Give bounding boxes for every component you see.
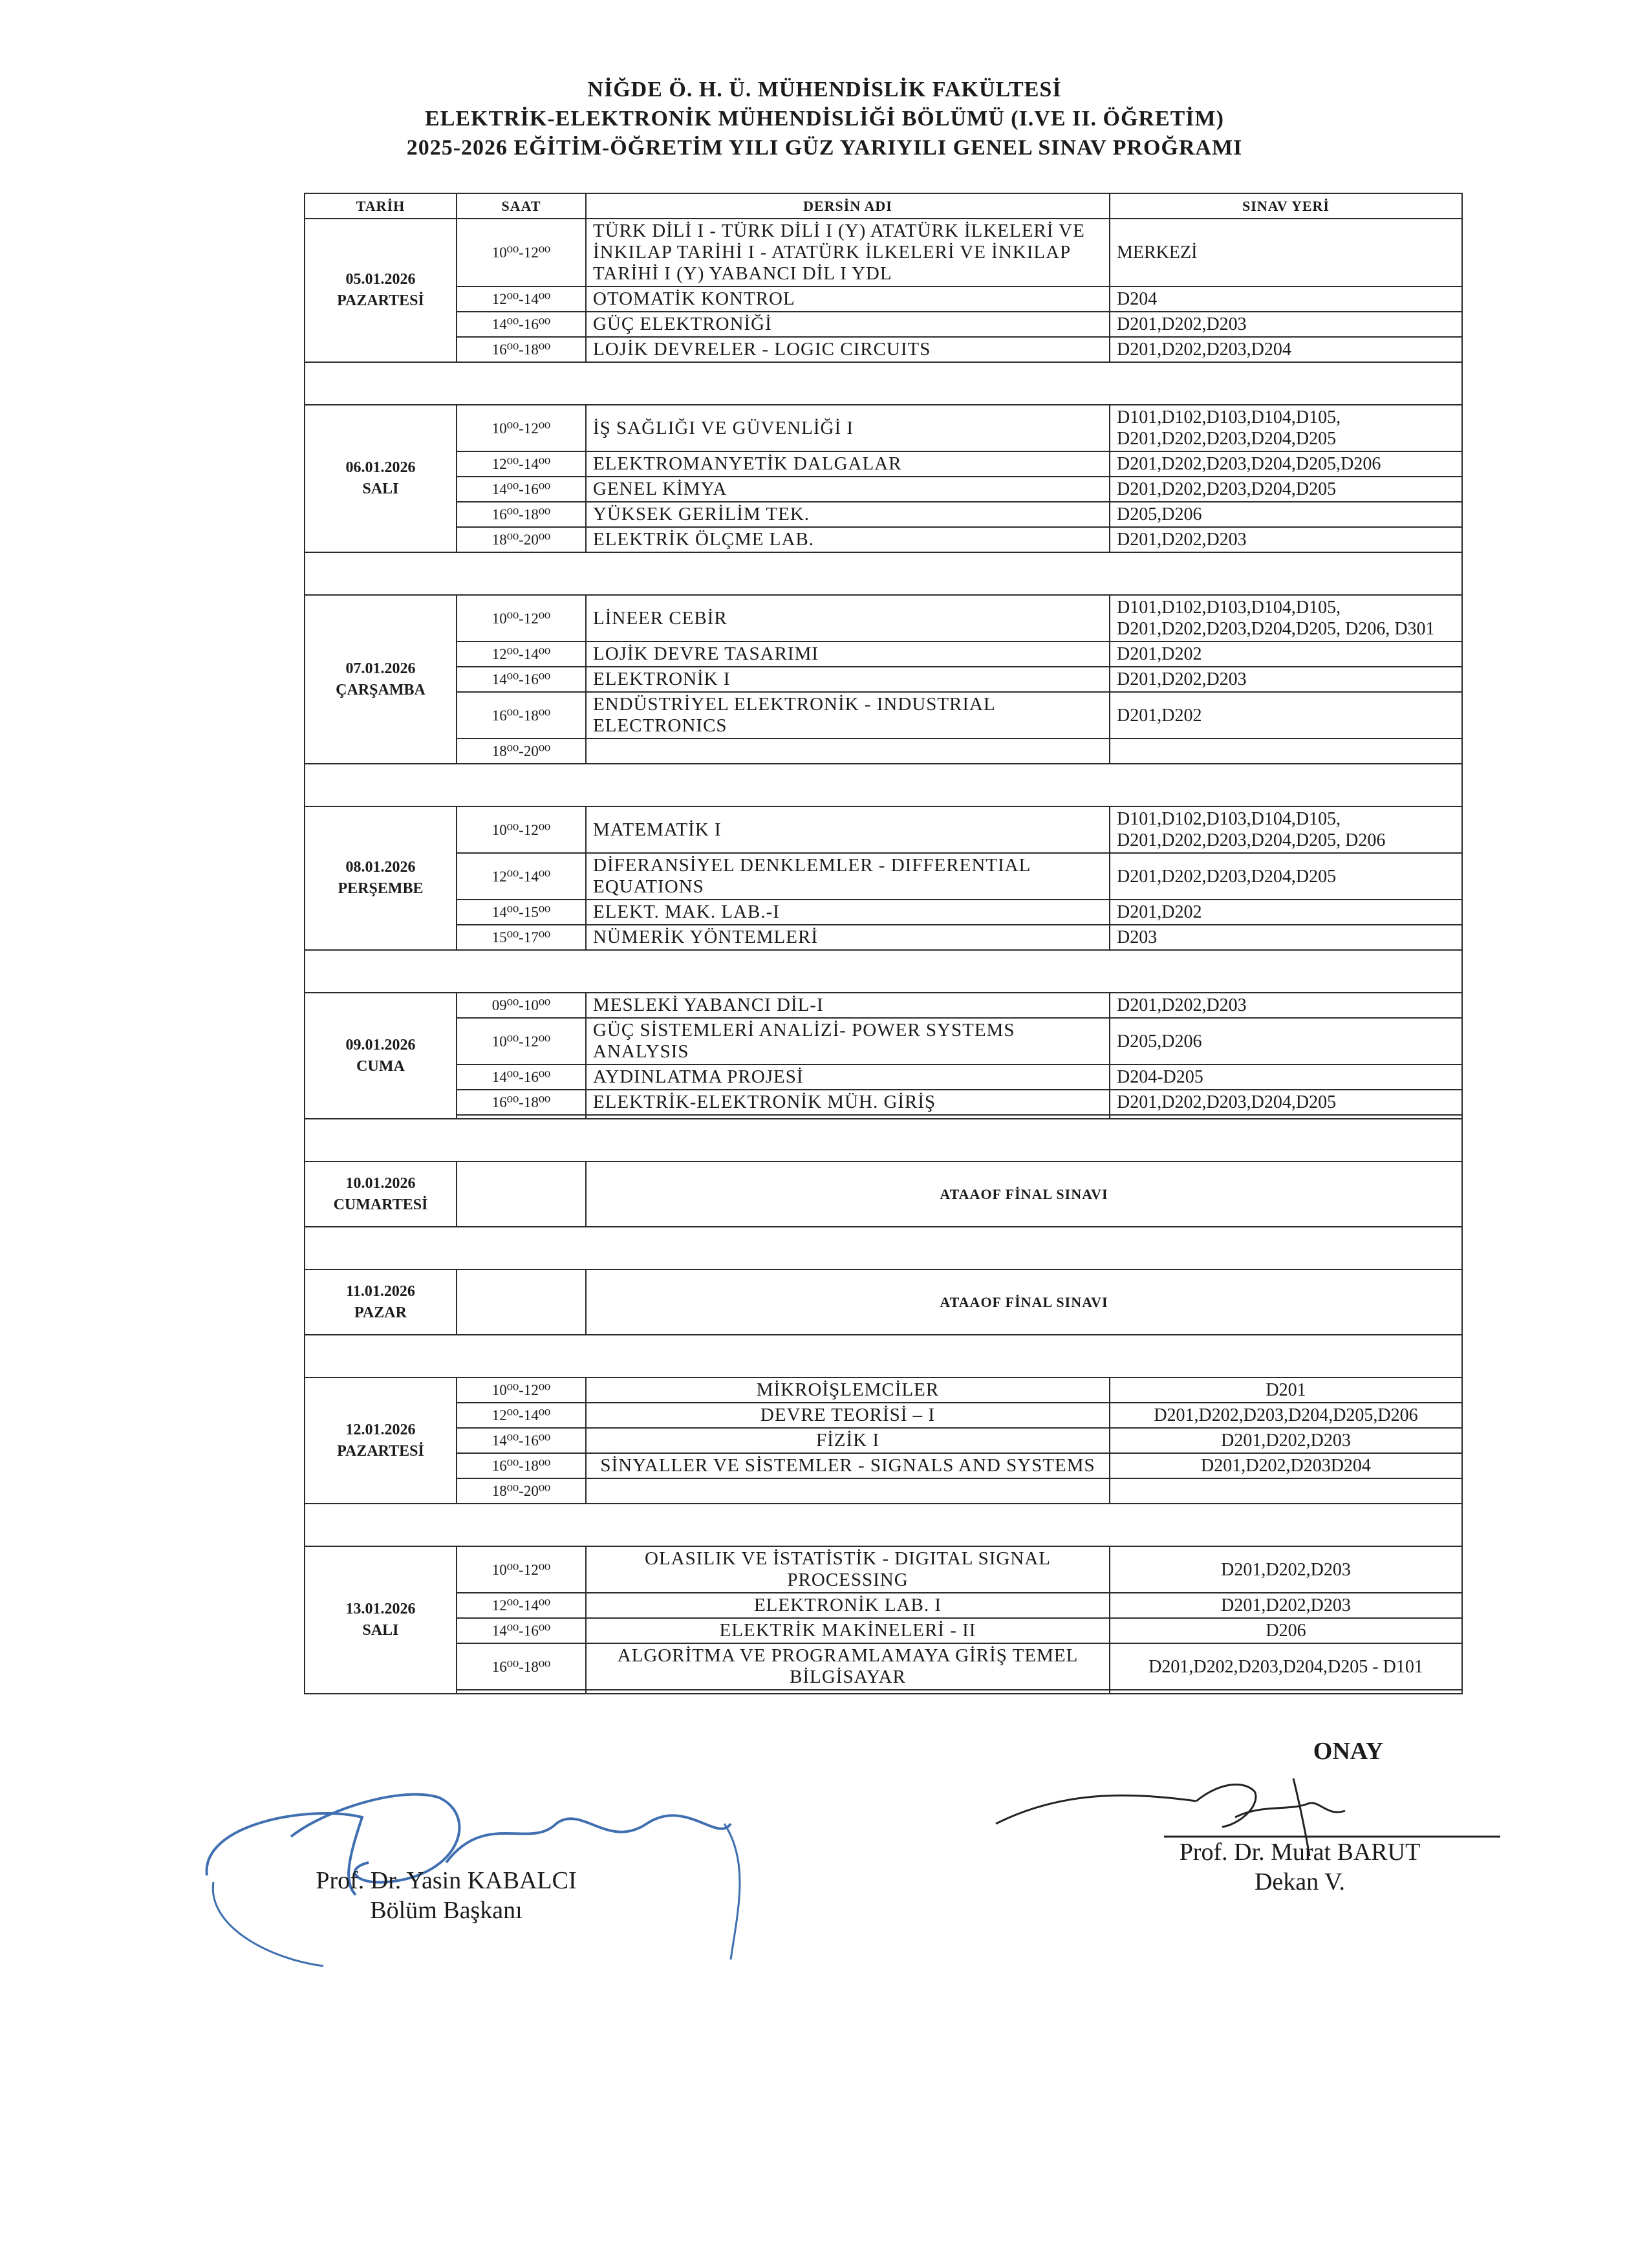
table-row	[305, 667, 1462, 692]
time-cell: 10⁰⁰-12⁰⁰	[457, 806, 586, 853]
table-row	[305, 1269, 1462, 1335]
signature-left-title: Bölüm Başkanı	[370, 1897, 523, 1924]
empty-time-cell	[457, 1269, 586, 1335]
date-cell	[305, 993, 457, 1119]
time-cell: 14⁰⁰-15⁰⁰	[457, 900, 586, 925]
exam-day: CUMARTESİ	[333, 1196, 428, 1213]
separator-cell	[305, 764, 1462, 806]
separator-cell	[305, 1504, 1462, 1546]
time-cell: 14⁰⁰-16⁰⁰	[457, 1064, 586, 1090]
day-separator	[305, 764, 1462, 806]
table-row	[305, 739, 1462, 764]
course-cell: ELEKTRONİK LAB. I	[586, 1593, 1110, 1618]
signature-right-title: Dekan V.	[1254, 1868, 1346, 1895]
signature-left	[285, 1866, 608, 1925]
course-cell	[586, 739, 1110, 764]
doc-title-line3: 2025-2026 EĞİTİM-ÖĞRETİM YILI GÜZ YARIYILI GENEL SINAV PROĞRAMI	[406, 136, 1243, 160]
day-separator	[305, 1504, 1462, 1546]
exam-day: PAZAR	[354, 1304, 407, 1321]
place-cell: D201,D202,D203	[1110, 1428, 1462, 1453]
course-cell: YÜKSEK GERİLİM TEK.	[586, 502, 1110, 527]
day-separator	[305, 552, 1462, 595]
table-row	[305, 1478, 1462, 1504]
day-separator	[305, 1119, 1462, 1161]
table-row	[305, 1690, 1462, 1694]
table-row	[305, 451, 1462, 477]
date-cell	[305, 1161, 457, 1227]
course-cell: İŞ SAĞLIĞI VE GÜVENLİĞİ I	[586, 405, 1110, 451]
place-cell: D201,D202,D203,D204	[1110, 337, 1462, 362]
table-row	[305, 692, 1462, 739]
separator-cell	[305, 552, 1462, 595]
course-cell: ENDÜSTRİYEL ELEKTRONİK - INDUSTRIAL ELECTRONICS	[586, 692, 1110, 739]
final-exam-cell: ATAAOF FİNAL SINAVI	[586, 1161, 1462, 1227]
date-cell	[305, 219, 457, 362]
course-cell: ALGORİTMA VE PROGRAMLAMAYA GİRİŞ TEMEL BİLGİSAYAR	[586, 1643, 1110, 1690]
time-cell: 10⁰⁰-12⁰⁰	[457, 1377, 586, 1403]
separator-cell	[305, 1335, 1462, 1377]
separator-cell	[305, 1227, 1462, 1269]
place-cell: D201,D202,D203,D204,D205 - D101	[1110, 1643, 1462, 1690]
exam-date: 13.01.2026	[345, 1601, 416, 1617]
exam-date: 10.01.2026	[345, 1174, 416, 1192]
signature-left-drawing	[194, 1746, 776, 1979]
exam-day: CUMA	[356, 1057, 405, 1075]
time-cell: 10⁰⁰-12⁰⁰	[457, 595, 586, 642]
course-cell: MİKROİŞLEMCİLER	[586, 1377, 1110, 1403]
course-cell: LOJİK DEVRELER - LOGIC CIRCUITS	[586, 337, 1110, 362]
approval-label: ONAY	[1313, 1738, 1384, 1765]
exam-date: 06.01.2026	[345, 459, 416, 476]
signature-right	[1138, 1736, 1461, 1897]
signature-left-name: Prof. Dr. Yasin KABALCI	[316, 1867, 577, 1894]
time-cell: 14⁰⁰-16⁰⁰	[457, 1618, 586, 1643]
place-cell: D201,D202,D203	[1110, 1593, 1462, 1618]
time-cell: 16⁰⁰-18⁰⁰	[457, 502, 586, 527]
doc-title-line2: ELEKTRİK-ELEKTRONİK MÜHENDİSLİĞİ BÖLÜMÜ (I.VE II. ÖĞRETİM)	[425, 107, 1224, 131]
exam-day: PAZARTESİ	[337, 292, 424, 309]
exam-date: 11.01.2026	[346, 1282, 415, 1300]
course-cell: ELEKT. MAK. LAB.-I	[586, 900, 1110, 925]
table-row	[305, 477, 1462, 502]
time-cell: 10⁰⁰-12⁰⁰	[457, 1018, 586, 1064]
table-row	[305, 1403, 1462, 1428]
place-cell: D205,D206	[1110, 502, 1462, 527]
place-cell: D201,D202,D203,D204,D205,D206	[1110, 451, 1462, 477]
course-cell: ELEKTRİK-ELEKTRONİK MÜH. GİRİŞ	[586, 1090, 1110, 1115]
time-cell: 12⁰⁰-14⁰⁰	[457, 286, 586, 312]
table-row	[305, 993, 1462, 1018]
place-cell: D201,D202,D203,D204,D205	[1110, 1090, 1462, 1115]
col-header-time: SAAT	[457, 193, 586, 219]
date-cell	[305, 405, 457, 552]
place-cell: D201,D202	[1110, 692, 1462, 739]
day-separator	[305, 362, 1462, 405]
time-cell: 12⁰⁰-14⁰⁰	[457, 642, 586, 667]
time-cell: 12⁰⁰-14⁰⁰	[457, 1593, 586, 1618]
table-row	[305, 806, 1462, 853]
separator-cell	[305, 362, 1462, 405]
time-cell: 18⁰⁰-20⁰⁰	[457, 739, 586, 764]
table-body	[305, 219, 1462, 1694]
time-cell: 16⁰⁰-18⁰⁰	[457, 337, 586, 362]
place-cell: D201,D202,D203	[1110, 667, 1462, 692]
exam-day: PERŞEMBE	[338, 880, 424, 897]
course-cell	[586, 1690, 1110, 1694]
place-cell: D201,D202,D203,D204,D205,D206	[1110, 1403, 1462, 1428]
course-cell: ELEKTRONİK I	[586, 667, 1110, 692]
place-cell	[1110, 739, 1462, 764]
date-cell	[305, 595, 457, 764]
exam-date: 07.01.2026	[345, 660, 416, 677]
course-cell: DEVRE TEORİSİ – I	[586, 1403, 1110, 1428]
day-separator	[305, 950, 1462, 993]
time-cell: 12⁰⁰-14⁰⁰	[457, 1403, 586, 1428]
time-cell: 14⁰⁰-16⁰⁰	[457, 667, 586, 692]
exam-date: 05.01.2026	[345, 271, 416, 288]
time-cell: 10⁰⁰-12⁰⁰	[457, 1546, 586, 1593]
place-cell: MERKEZİ	[1110, 219, 1462, 286]
separator-cell	[305, 1119, 1462, 1161]
place-cell: D204-D205	[1110, 1064, 1462, 1090]
course-cell: FİZİK I	[586, 1428, 1110, 1453]
table-row	[305, 925, 1462, 950]
time-cell: 18⁰⁰-20⁰⁰	[457, 1478, 586, 1504]
table-row	[305, 502, 1462, 527]
place-cell: D101,D102,D103,D104,D105, D201,D202,D203,D204,D205, D206, D301	[1110, 595, 1462, 642]
time-cell: 16⁰⁰-18⁰⁰	[457, 1643, 586, 1690]
table-row	[305, 1643, 1462, 1690]
table-row	[305, 1018, 1462, 1064]
course-cell: GÜÇ ELEKTRONİĞİ	[586, 312, 1110, 337]
day-separator	[305, 1335, 1462, 1377]
table-header-row	[305, 193, 1462, 219]
course-cell	[586, 1478, 1110, 1504]
table-row	[305, 219, 1462, 286]
place-cell: D201,D202,D203D204	[1110, 1453, 1462, 1478]
time-cell: 15⁰⁰-17⁰⁰	[457, 925, 586, 950]
course-cell: MESLEKİ YABANCI DİL-I	[586, 993, 1110, 1018]
date-cell	[305, 806, 457, 950]
time-cell: 10⁰⁰-12⁰⁰	[457, 405, 586, 451]
place-cell: D203	[1110, 925, 1462, 950]
table-row	[305, 286, 1462, 312]
table-row	[305, 1593, 1462, 1618]
course-cell: ELEKTRİK MAKİNELERİ - II	[586, 1618, 1110, 1643]
table-row	[305, 1546, 1462, 1593]
exam-schedule-table	[304, 193, 1463, 1694]
table-row	[305, 853, 1462, 900]
table-row	[305, 642, 1462, 667]
table-row	[305, 1618, 1462, 1643]
exam-date: 09.01.2026	[345, 1036, 416, 1053]
place-cell: D201,D202,D203,D204,D205	[1110, 853, 1462, 900]
course-cell: AYDINLATMA PROJESİ	[586, 1064, 1110, 1090]
final-exam-cell: ATAAOF FİNAL SINAVI	[586, 1269, 1462, 1335]
table-row	[305, 1064, 1462, 1090]
empty-time-cell	[457, 1161, 586, 1227]
course-cell: NÜMERİK YÖNTEMLERİ	[586, 925, 1110, 950]
time-cell: 14⁰⁰-16⁰⁰	[457, 1428, 586, 1453]
table-row	[305, 1428, 1462, 1453]
table-row	[305, 1453, 1462, 1478]
table-row	[305, 1090, 1462, 1115]
course-cell: ELEKTRİK ÖLÇME LAB.	[586, 527, 1110, 552]
time-cell: 16⁰⁰-18⁰⁰	[457, 1090, 586, 1115]
col-header-place: SINAV YERİ	[1110, 193, 1462, 219]
time-cell: 16⁰⁰-18⁰⁰	[457, 692, 586, 739]
course-cell: LOJİK DEVRE TASARIMI	[586, 642, 1110, 667]
time-cell	[457, 1690, 586, 1694]
table-row	[305, 1377, 1462, 1403]
place-cell: D201,D202	[1110, 900, 1462, 925]
place-cell	[1110, 1690, 1462, 1694]
course-cell: OTOMATİK KONTROL	[586, 286, 1110, 312]
place-cell: D201,D202,D203	[1110, 527, 1462, 552]
table-row	[305, 527, 1462, 552]
exam-day: PAZARTESİ	[337, 1442, 424, 1460]
date-cell	[305, 1269, 457, 1335]
col-header-course: DERSİN ADI	[586, 193, 1110, 219]
signature-right-name: Prof. Dr. Murat BARUT	[1179, 1839, 1421, 1866]
place-cell: D205,D206	[1110, 1018, 1462, 1064]
exam-date: 08.01.2026	[345, 859, 416, 876]
time-cell: 14⁰⁰-16⁰⁰	[457, 312, 586, 337]
col-header-date: TARİH	[305, 193, 457, 219]
time-cell: 18⁰⁰-20⁰⁰	[457, 527, 586, 552]
time-cell: 09⁰⁰-10⁰⁰	[457, 993, 586, 1018]
exam-date: 12.01.2026	[345, 1421, 416, 1438]
course-cell: ELEKTROMANYETİK DALGALAR	[586, 451, 1110, 477]
time-cell: 10⁰⁰-12⁰⁰	[457, 219, 586, 286]
table-row	[305, 595, 1462, 642]
place-cell: D201,D202,D203,D204,D205	[1110, 477, 1462, 502]
place-cell: D206	[1110, 1618, 1462, 1643]
table-row	[305, 405, 1462, 451]
place-cell: D201,D202,D203	[1110, 993, 1462, 1018]
time-cell: 14⁰⁰-16⁰⁰	[457, 477, 586, 502]
course-cell: DİFERANSİYEL DENKLEMLER - DIFFERENTIAL EQUATIONS	[586, 853, 1110, 900]
place-cell: D201,D202	[1110, 642, 1462, 667]
course-cell: GÜÇ SİSTEMLERİ ANALİZİ- POWER SYSTEMS ANALYSIS	[586, 1018, 1110, 1064]
place-cell: D201,D202,D203	[1110, 1546, 1462, 1593]
doc-title-line1: NİĞDE Ö. H. Ü. MÜHENDİSLİK FAKÜLTESİ	[587, 78, 1062, 102]
table-row	[305, 337, 1462, 362]
table-row	[305, 900, 1462, 925]
time-cell: 12⁰⁰-14⁰⁰	[457, 853, 586, 900]
place-cell: D201	[1110, 1377, 1462, 1403]
table-row	[305, 312, 1462, 337]
course-cell: TÜRK DİLİ I - TÜRK DİLİ I (Y) ATATÜRK İLKELERİ VE İNKILAP TARİHİ I - ATATÜRK İLKELERİ VE İNKILAP TARİHİ I (Y) YABANCI DİL I YDL	[586, 219, 1110, 286]
exam-day: SALI	[362, 1622, 399, 1639]
place-cell: D101,D102,D103,D104,D105, D201,D202,D203,D204,D205	[1110, 405, 1462, 451]
course-cell: OLASILIK VE İSTATİSTİK - DIGITAL SIGNAL PROCESSING	[586, 1546, 1110, 1593]
place-cell: D201,D202,D203	[1110, 312, 1462, 337]
place-cell: D101,D102,D103,D104,D105, D201,D202,D203,D204,D205, D206	[1110, 806, 1462, 853]
time-cell: 16⁰⁰-18⁰⁰	[457, 1453, 586, 1478]
exam-day: ÇARŞAMBA	[336, 681, 426, 698]
place-cell	[1110, 1478, 1462, 1504]
date-cell	[305, 1377, 457, 1504]
time-cell: 12⁰⁰-14⁰⁰	[457, 451, 586, 477]
separator-cell	[305, 950, 1462, 993]
course-cell: LİNEER CEBİR	[586, 595, 1110, 642]
day-separator	[305, 1227, 1462, 1269]
date-cell	[305, 1546, 457, 1694]
course-cell: MATEMATİK I	[586, 806, 1110, 853]
exam-day: SALI	[362, 481, 399, 497]
course-cell: GENEL KİMYA	[586, 477, 1110, 502]
table-row	[305, 1161, 1462, 1227]
course-cell: SİNYALLER VE SİSTEMLER - SIGNALS AND SYSTEMS	[586, 1453, 1110, 1478]
place-cell: D204	[1110, 286, 1462, 312]
